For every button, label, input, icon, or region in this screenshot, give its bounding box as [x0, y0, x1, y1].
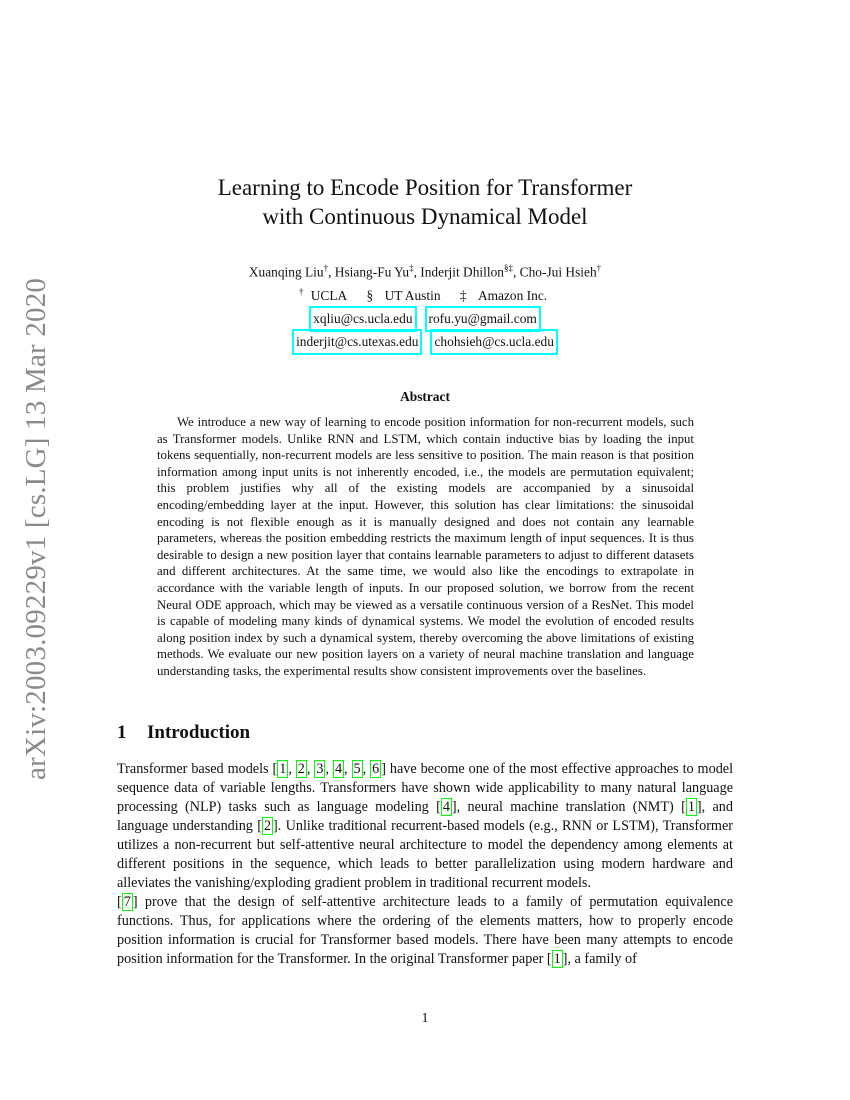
author-name: Inderjit Dhillon — [420, 264, 504, 280]
affiliation-list — [117, 287, 733, 304]
intro-paragraph-1: Transformer based models [ 1 , 2 , 3 , 4 , 5 , 6 ] have become one of the most effective approaches to model sequence data of variable lengths. Transformers have shown wide applicability to many natural language processing (NLP) tasks such as language modeling [ 4 ], neural machine translation (NMT) [ 1 ], and language understanding [ 2 ]. Unlike traditional recurrent-based models (e.g., RNN or LSTM), Transformer utilizes a non-recurrent but self-attentive neural architecture to model the dependency among elements at different positions in the sequence, which leads to better parallelization using modern hardware and alleviates the vanishing/exploding gradient problem in traditional recurrent models. — [117, 761, 734, 891]
text-run: . Unlike traditional recurrent-based models (e.g., RNN or LSTM), Transformer utilizes a non-recurrent but self-attentive neural architecture to model the dependency among elements at different positions in the sequence, which leads to better parallelization using modern hardware and alleviates the vanishing/exploding gradient problem in traditional recurrent models. — [117, 818, 733, 891]
author-name: Hsiang-Fu Yu — [334, 264, 410, 280]
affiliation-name: Amazon Inc. — [477, 288, 548, 304]
affiliation — [363, 288, 445, 303]
citation-link[interactable]: 5 — [353, 761, 361, 777]
affiliation-mark: † — [298, 287, 304, 297]
citation-link[interactable]: 6 — [372, 761, 380, 777]
author-separator: , — [328, 264, 335, 280]
citation-link[interactable]: 1 — [687, 799, 695, 815]
text-run: , and language understanding — [117, 799, 733, 834]
email-link[interactable]: chohsieh@cs.ucla.edu — [430, 329, 557, 355]
affiliation — [456, 288, 551, 303]
author-list — [117, 263, 733, 280]
abstract-body — [157, 414, 694, 680]
author-name: Cho-Jui Hsieh — [519, 264, 597, 280]
section-title: Introduction — [147, 722, 251, 743]
affiliation-mark: ‡ — [459, 288, 467, 304]
citation-link[interactable]: 4 — [442, 799, 450, 815]
citation-link[interactable]: 1 — [279, 761, 287, 777]
intro-paragraph-2: [ 7 ] prove that the design of self-attentive architecture leads to a family of permutation equivalence functions. Thus, for applications where the ordering of the elements matters, how to properly encode position information is crucial for Transformer based models. There have been many attempts to encode position information for the Transformer. In the original Transformer paper [ 1 ], a family of — [117, 894, 733, 967]
email-link[interactable]: xqliu@cs.ucla.edu — [309, 306, 416, 332]
affiliation — [299, 288, 351, 303]
author-mark: † — [323, 263, 329, 273]
text-run: , a family of — [567, 951, 637, 967]
author-separator: , — [413, 264, 421, 280]
citation-link[interactable]: 2 — [263, 818, 272, 834]
text-run: , neural machine translation (NMT) — [456, 799, 682, 815]
citation-link[interactable]: 4 — [334, 761, 343, 777]
email-row — [117, 329, 733, 355]
abstract-heading: Abstract — [400, 389, 450, 404]
paper-title — [117, 173, 733, 231]
author-name: Xuanqing Liu — [248, 264, 324, 280]
arxiv-stamp: arXiv:2003.09229v1 [cs.LG] 13 Mar 2020 — [20, 277, 52, 780]
citation-link[interactable]: 7 — [123, 894, 131, 910]
affiliation-mark: § — [366, 288, 374, 304]
author-mark: † — [596, 263, 602, 273]
affiliation-name: UCLA — [310, 288, 348, 304]
citation-link[interactable]: 3 — [316, 761, 324, 777]
citation-link[interactable]: 1 — [553, 951, 561, 967]
text-run: have become one of the most effective approaches to model sequence data of variable lengths. Transformers have shown wide applicability to many natural language processing (NLP) tasks such as language modeling — [117, 761, 734, 815]
abstract-text: We introduce a new way of learning to encode position information for non-recurrent models, such as Transformer models. Unlike RNN and LSTM, which contain inductive bias by loading the input tokens sequentially, non-recurrent models are less sensitive to position. The main reason is that position information among input units is not inherently encoded, i.e., the models are permutation equivalent; this problem justifies why all of the existing models are accompanied by a sinusoidal encoding/embedding layer at the input. However, this solution has clear limitations: the sinusoidal encoding is not flexible enough as it is manually designed and does not contain any learnable parameters, whereas the position embedding restricts the maximum length of input sequences. It is thus desirable to design a new position layer that contains learnable parameters to adjust to different datasets and different architectures. At the same time, we would also like the encodings to extrapolate in accordance with the variable length of inputs. In our proposed solution, we borrow from the recent Neural ODE approach, which may be viewed as a versatile continuous version of a ResNet. This model is capable of modeling many kinds of dynamical systems. We model the evolution of encoded results along position index by such a dynamical system, thereby overcoming the above limitations of existing methods. We evaluate our new position layers on a variety of neural machine translation and language understanding tasks, the experimental results show consistent improvements over the baselines. — [157, 415, 694, 678]
text-run: Transformer based models — [117, 761, 273, 777]
title-line-1: Learning to Encode Position for Transformer — [217, 175, 633, 200]
author-separator: , — [512, 264, 520, 280]
citation-link[interactable]: 2 — [297, 761, 305, 777]
title-line-2: with Continuous Dynamical Model — [262, 204, 588, 229]
author-mark: ‡ — [409, 263, 414, 273]
section-number: 1 — [117, 722, 127, 743]
text-run: prove that the design of self-attentive architecture leads to a family of permutation equivalence functions. Thus, for applications where the ordering of the elements matters, how to properly encode position information is crucial for Transformer based models. There have been many attempts to encode position information for the Transformer. In the original Transformer paper — [117, 894, 733, 967]
page-number: 1 — [421, 1011, 429, 1026]
affiliation-name: UT Austin — [384, 288, 441, 304]
email-link[interactable]: inderjit@cs.utexas.edu — [292, 329, 422, 355]
author-mark: §‡ — [503, 263, 513, 273]
email-link[interactable]: rofu.yu@gmail.com — [425, 306, 541, 332]
section-heading — [117, 722, 250, 744]
intro-body — [117, 760, 733, 969]
